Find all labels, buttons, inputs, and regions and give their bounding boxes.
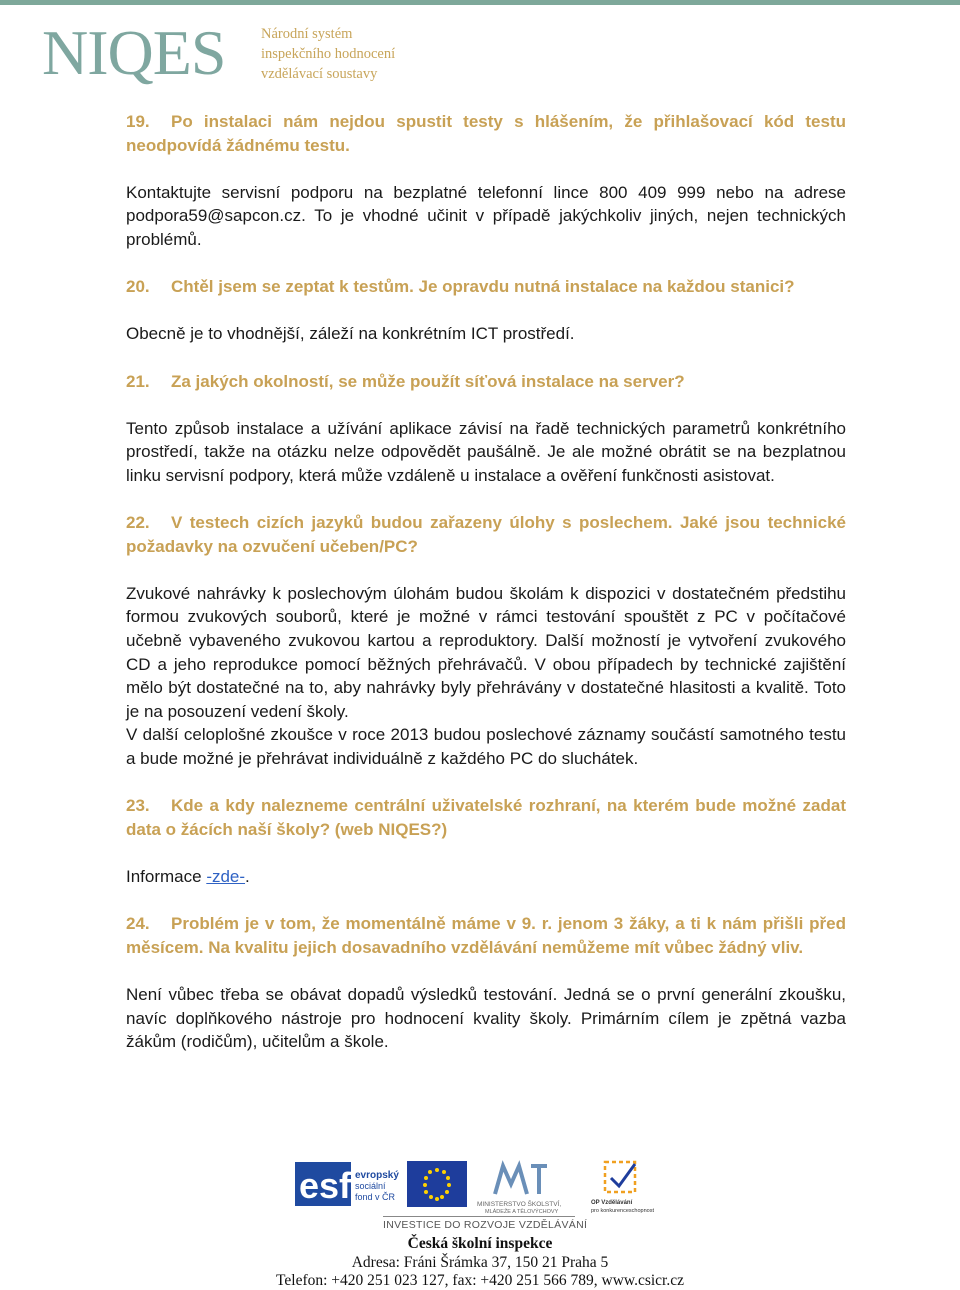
svg-text:sociální: sociální [355, 1181, 386, 1191]
op-vk-logo [591, 1158, 661, 1214]
question-number: 23. [126, 796, 150, 816]
faq-answer-23 [126, 865, 846, 889]
svg-text:MLÁDEŽE A TĚLOVÝCHOVY: MLÁDEŽE A TĚLOVÝCHOVY [485, 1209, 559, 1214]
svg-text:OP Vzdělávání: OP Vzdělávání [591, 1200, 633, 1206]
logo-subtitle-line: inspekčního hodnocení [261, 46, 396, 62]
svg-text:evropský: evropský [355, 1170, 399, 1181]
answer-suffix: . [245, 867, 250, 886]
top-accent-bar [0, 0, 960, 5]
msmt-logo [475, 1158, 585, 1214]
question-text: Za jakých okolností, se může použít síťová instalace na server? [171, 371, 685, 391]
info-link[interactable]: -zde- [206, 867, 246, 886]
faq-question-20 [126, 275, 846, 299]
divider [383, 1216, 575, 1217]
faq-question-19 [126, 110, 846, 157]
faq-answer-20: Obecně je to vhodnější, záleží na konkrétním ICT prostředí. [126, 324, 575, 344]
logo-subtitle-line: vzdělávací soustavy [261, 66, 378, 82]
svg-text:MINISTERSTVO ŠKOLSTVÍ,: MINISTERSTVO ŠKOLSTVÍ, [477, 1201, 562, 1208]
faq-answer-22: Zvukové nahrávky k poslechovým úlohám budou školám k dispozici v dostatečném předstihu formou zvukových souborů, které je možné v rámci testování spouštět z PC v počítačové učebně vybaveného zvukovou kartou a reproduktory. Další možností je vytvoření zvukového CD a jeho reprodukce pomocí běžných přehrávačů. V obou případech by technické zajištění mělo být dostatečné na to, aby nahrávky byly přehrávány v dostatečné hlasitosti a kvalitě. Toto je na posouzení vedení školy. [126, 583, 846, 721]
svg-text:fond v ČR: fond v ČR [355, 1192, 396, 1202]
footer-organization: Česká školní inspekce [407, 1235, 553, 1252]
footer-logos [295, 1158, 665, 1234]
question-text: V testech cizích jazyků budou zařazeny úlohy s poslechem. Jaké jsou technické požadavky na ozvučení učeben/PC? [126, 513, 846, 556]
faq-question-21 [126, 370, 846, 394]
question-number: 24. [126, 914, 150, 934]
question-text: Chtěl jsem se zeptat k testům. Je opravdu nutná instalace na každou stanici? [171, 277, 795, 297]
question-text: Po instalaci nám nejdou spustit testy s hlášením, že přihlašovací kód testu neodpovídá žádnému testu. [126, 112, 846, 155]
faq-content [126, 110, 846, 1054]
svg-text:pro konkurenceschopnost: pro konkurenceschopnost [591, 1208, 654, 1214]
question-number: 19. [126, 112, 150, 131]
question-text: Problém je v tom, že momentálně máme v 9. r. jenom 3 žáky, a ti k nám přišli před měsícem. Na kvalitu jejich dosavadního vzdělávání nemůžeme mít vůbec žádný vliv. [126, 914, 846, 957]
svg-text:esf: esf [299, 1165, 352, 1206]
logo-subtitle-line: Národní systém [261, 26, 353, 42]
question-number: 21. [126, 371, 150, 391]
faq-question-24 [126, 912, 846, 959]
answer-prefix: Informace [126, 867, 207, 886]
faq-answer-22-extra: V další celoplošné zkoušce v roce 2013 budou poslechové záznamy součástí samotného testu a bude možné je přehrávat individuálně z každého PC do sluchátek. [126, 725, 846, 769]
question-text: Kde a kdy nalezneme centrální uživatelské rozhraní, na kterém bude možné zadat data o žácích naší školy? (web NIQES?) [126, 796, 846, 839]
question-number: 22. [126, 513, 150, 533]
faq-question-23 [126, 794, 846, 841]
faq-answer-24: Není vůbec třeba se obávat dopadů výsledků testování. Jedná se o první generální zkoušku, navíc doplňkového nástroje pro hodnocení kvality školy. Primárním cílem je zpětná vazba žákům (rodičům), učitelům a škole. [126, 984, 846, 1052]
niqes-logo [42, 17, 412, 88]
esf-logo [295, 1158, 403, 1214]
footer-contact: Telefon: +420 251 023 127, fax: +420 251 566 789, www.csicr.cz [276, 1272, 684, 1289]
footer-address: Adresa: Fráni Šrámka 37, 150 21 Praha 5 [351, 1254, 609, 1271]
logo-wordmark: NIQES [42, 17, 226, 88]
faq-answer-21: Tento způsob instalace a užívání aplikace závisí na řadě technických parametrů konkrétního prostředí, takže na otázku nelze odpovědět paušálně. Je ale možné obrátit se na bezplatnou linku servisní podpory, která může vzdáleně u instalace a ověření funkčnosti asistovat. [126, 418, 846, 485]
question-number: 20. [126, 277, 150, 297]
faq-answer-19: Kontaktujte servisní podporu na bezplatné telefonní lince 800 409 999 nebo na adrese podpora59@sapcon.cz. To je vhodné učinit v případě jakýchkoliv jiných, nejen technických problémů. [126, 182, 846, 249]
investice-text: INVESTICE DO ROZVOJE VZDĚLÁVÁNÍ [383, 1219, 588, 1231]
niqes-logo-mark [42, 17, 226, 88]
eu-flag-logo [407, 1161, 467, 1207]
logo-subtitle [261, 24, 395, 84]
faq-question-22 [126, 511, 846, 558]
